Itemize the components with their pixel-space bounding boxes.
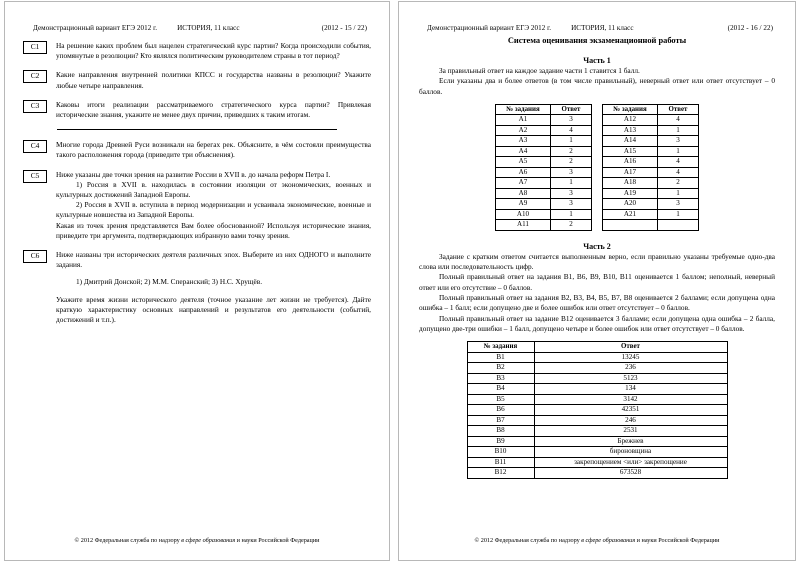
table-row	[496, 115, 592, 126]
task-paragraph: Ниже указаны две точки зрения на развитие России в XVII в. до начала реформ Петра I.	[56, 169, 331, 179]
task-c6	[23, 250, 371, 325]
header-subject: ИСТОРИЯ, 11 класс	[571, 24, 634, 32]
task-c2	[23, 70, 371, 90]
cell-task-number: В9	[467, 436, 534, 447]
header-page-number: (2012 - 16 / 22)	[727, 24, 773, 32]
table-header-row	[496, 104, 592, 115]
table-row	[496, 157, 592, 168]
cell-task-number: А16	[603, 157, 658, 168]
cell-answer: 1	[658, 125, 699, 136]
table-header-row	[603, 104, 699, 115]
page-footer-right	[417, 537, 777, 544]
footer-prefix: © 2012 Федеральная служба по надзору	[474, 537, 582, 544]
page-left	[4, 1, 390, 561]
part1-paragraph: За правильный ответ на каждое задание части 1 ставится 1 балл.	[439, 66, 640, 75]
page-title: Система оценивания экзаменационной работы	[507, 36, 687, 45]
answer-table-b	[467, 341, 728, 479]
cell-task-number: А10	[496, 209, 551, 220]
part2-paragraph: Полный правильный ответ на задания В1, В6, В9, В10, В11 оценивается 1 баллом; неполный, неверный ответ или его отсутствие – 0 баллов.	[419, 272, 775, 292]
cell-answer: 134	[534, 384, 727, 395]
cell-answer: 4	[551, 125, 592, 136]
task-paragraph: 2) Россия в XVII в. вступила в период модернизации и усваивала экономические, военные и культурные новшества из Западной Европы.	[56, 200, 371, 220]
table-row	[603, 136, 699, 147]
task-code-label: C3	[23, 100, 47, 113]
task-code-label: C1	[23, 41, 47, 54]
table-row	[467, 352, 727, 363]
cell-answer: 1	[658, 209, 699, 220]
header-subject: ИСТОРИЯ, 11 класс	[177, 24, 240, 32]
cell-task-number: А4	[496, 146, 551, 157]
part2-heading: Часть 2	[583, 241, 611, 251]
table-row	[467, 405, 727, 416]
cell-task-number: А15	[603, 146, 658, 157]
cell-task-number: А2	[496, 125, 551, 136]
cell-task-number: В7	[467, 415, 534, 426]
cell-answer: 2531	[534, 426, 727, 437]
task-paragraph: Ниже названы три исторических деятеля различных эпох. Выберите из них ОДНОГО и выполните задания.	[56, 250, 371, 270]
table-row	[603, 125, 699, 136]
part1-answer-tables	[417, 104, 777, 231]
answer-table-a-left-body	[496, 115, 592, 231]
cell-task-number: А3	[496, 136, 551, 147]
cell-task-number: А14	[603, 136, 658, 147]
part1-paragraph: Если указаны два и более ответов (в том числе правильный), неверный ответ или ответ отсутствует – 0 баллов.	[419, 76, 775, 96]
header-variant: Демонстрационный вариант ЕГЭ 2012 г.	[427, 24, 552, 32]
table-row	[603, 178, 699, 189]
table-row	[496, 136, 592, 147]
answer-table-a-left	[495, 104, 592, 231]
cell-task-number: А6	[496, 167, 551, 178]
cell-answer: 3	[658, 136, 699, 147]
cell-task-number: А13	[603, 125, 658, 136]
cell-task-number: А7	[496, 178, 551, 189]
table-row	[467, 468, 727, 479]
table-row	[603, 115, 699, 126]
task-text	[56, 41, 371, 61]
part2-paragraph: Полный правильный ответ на задание В12 оценивается 3 баллами; если допущена одна ошибка – 2 балла, допущено две-три ошибки – 1 балл, допущено четыре и более ошибок или ответ отсутствует – 0 баллов.	[419, 313, 775, 333]
page-header-right	[427, 24, 773, 32]
task-c5	[23, 170, 371, 241]
cell-answer: 2	[551, 220, 592, 231]
task-paragraph: На решение каких проблем был нацелен стратегический курс партии? Когда происходили события, упомянутые в резолюции? Кто являлся политическим руководителем страны в тот период?	[56, 41, 371, 61]
task-paragraph: Укажите время жизни исторического деятеля (точное указание лет жизни не требуется). Дайте краткую характеристику основных направлений и результатов его деятельности (событий, достижений и т.п.).	[56, 294, 371, 325]
table-row	[467, 394, 727, 405]
cell-answer: 1	[551, 209, 592, 220]
table-row	[467, 447, 727, 458]
task-paragraph: 1) Дмитрий Донской; 2) М.М. Сперанский; 3) Н.С. Хрущёв.	[76, 277, 263, 287]
cell-task-number: А8	[496, 188, 551, 199]
table-row	[603, 220, 699, 231]
cell-task-number: А5	[496, 157, 551, 168]
table-header-row	[467, 342, 727, 353]
answer-table-a-right	[602, 104, 699, 231]
column-header-answer: Ответ	[658, 104, 699, 115]
cell-task-number: В8	[467, 426, 534, 437]
table-row	[496, 125, 592, 136]
table-row	[496, 220, 592, 231]
cell-task-number: В11	[467, 457, 534, 468]
column-header-number: № задания	[603, 104, 658, 115]
cell-answer: бироновщина	[534, 447, 727, 458]
cell-task-number: А20	[603, 199, 658, 210]
table-row	[496, 146, 592, 157]
table-row	[496, 178, 592, 189]
task-c3	[23, 100, 371, 120]
header-page-number: (2012 - 15 / 22)	[321, 24, 367, 32]
table-row	[496, 199, 592, 210]
table-row	[467, 363, 727, 374]
table-row	[496, 209, 592, 220]
cell-task-number: В10	[467, 447, 534, 458]
part2-paragraph: Задание с кратким ответом считается выполненным верно, если правильно указаны требуемые одно-два слова или последовательность цифр.	[419, 251, 775, 272]
cell-answer: 1	[551, 136, 592, 147]
cell-answer	[658, 220, 699, 231]
table-row	[603, 167, 699, 178]
cell-task-number: А9	[496, 199, 551, 210]
column-header-answer: Ответ	[551, 104, 592, 115]
page-header-left	[33, 24, 367, 32]
column-header-number: № задания	[467, 342, 534, 353]
cell-answer: 3	[658, 199, 699, 210]
answer-table-a-right-body	[603, 115, 699, 231]
table-row	[467, 457, 727, 468]
cell-task-number: А18	[603, 178, 658, 189]
cell-answer: 1	[658, 188, 699, 199]
task-c1	[23, 41, 371, 61]
table-row	[467, 436, 727, 447]
table-row	[603, 209, 699, 220]
table-row	[467, 426, 727, 437]
cell-task-number: А11	[496, 220, 551, 231]
task-text	[56, 70, 371, 90]
cell-task-number: А21	[603, 209, 658, 220]
footer-italic: в сфере образования	[581, 537, 636, 544]
cell-answer: 3	[551, 115, 592, 126]
cell-answer: 4	[658, 157, 699, 168]
cell-answer: 3	[551, 167, 592, 178]
table-row	[467, 373, 727, 384]
task-text	[56, 100, 371, 120]
cell-task-number	[603, 220, 658, 231]
column-header-answer: Ответ	[534, 342, 727, 353]
part1-heading: Часть 1	[583, 56, 611, 65]
cell-task-number: В12	[467, 468, 534, 479]
table-row	[603, 157, 699, 168]
part2-paragraph: Полный правильный ответ на задания В2, В3, В4, В5, В7, В8 оценивается 2 баллами; если допущена одна ошибка – 1 балл; если допущено две и более ошибок или ответ отсутствует – 0 баллов.	[419, 293, 775, 313]
cell-answer: 673528	[534, 468, 727, 479]
cell-answer: 2	[658, 178, 699, 189]
cell-answer: 2	[551, 146, 592, 157]
task-code-label: C2	[23, 70, 47, 83]
cell-answer: 4	[658, 167, 699, 178]
cell-answer: 4	[658, 115, 699, 126]
footer-suffix: и науки Российской Федерации	[635, 537, 720, 544]
cell-task-number: В2	[467, 363, 534, 374]
cell-task-number: А12	[603, 115, 658, 126]
cell-task-number: В1	[467, 352, 534, 363]
task-text	[56, 170, 371, 241]
table-row	[496, 167, 592, 178]
cell-task-number: В6	[467, 405, 534, 416]
page-right	[398, 1, 796, 561]
table-row	[467, 384, 727, 395]
cell-answer: 1	[551, 178, 592, 189]
task-code-label: C5	[23, 170, 47, 183]
cell-answer: 5123	[534, 373, 727, 384]
cell-answer: 3	[551, 199, 592, 210]
cell-answer: закрепощением <или> закрепощение	[534, 457, 727, 468]
page-footer-left	[23, 537, 371, 544]
task-code-label: C6	[23, 250, 47, 263]
cell-task-number: А17	[603, 167, 658, 178]
header-variant: Демонстрационный вариант ЕГЭ 2012 г.	[33, 24, 158, 32]
cell-task-number: В3	[467, 373, 534, 384]
task-paragraph: Какая из точек зрения представляется Вам более обоснованной? Используя исторические знания, приведите три аргумента, подтверждающих избранную вами точку зрения.	[56, 220, 371, 240]
cell-task-number: В4	[467, 384, 534, 395]
task-text	[56, 140, 371, 160]
task-paragraph: Каковы итоги реализации рассматриваемого стратегического курса партии? Привлекая исторические знания, укажите не менее двух причин, приведших к таким итогам.	[56, 99, 371, 120]
section-divider	[57, 129, 337, 130]
cell-answer: 1	[658, 146, 699, 157]
cell-answer: 3142	[534, 394, 727, 405]
task-paragraph: Многие города Древней Руси возникали на берегах рек. Объясните, в чём состояли преимущества такого расположения города (приведите три объяснения).	[56, 140, 371, 160]
table-row	[603, 199, 699, 210]
cell-answer: 13245	[534, 352, 727, 363]
table-row	[603, 188, 699, 199]
answer-table-b-body	[467, 352, 727, 478]
task-code-label: C4	[23, 140, 47, 153]
table-row	[496, 188, 592, 199]
footer-suffix: и науки Российской Федерации	[235, 537, 320, 544]
cell-answer: 2	[551, 157, 592, 168]
footer-prefix: © 2012 Федеральная служба по надзору	[74, 537, 182, 544]
task-list	[23, 41, 371, 325]
table-row	[603, 146, 699, 157]
cell-answer: 236	[534, 363, 727, 374]
cell-answer: 246	[534, 415, 727, 426]
cell-task-number: А1	[496, 115, 551, 126]
cell-answer: 42351	[534, 405, 727, 416]
cell-task-number: А19	[603, 188, 658, 199]
task-paragraph: 1) Россия в XVII в. находилась в состоянии изоляции от экономических, военных и культурных достижений Западной Европы.	[56, 179, 371, 200]
cell-task-number: В5	[467, 394, 534, 405]
cell-answer: 3	[551, 188, 592, 199]
task-paragraph: Какие направления внутренней политики КПСС и государства названы в резолюции? Укажите любые четыре направления.	[56, 70, 371, 90]
cell-answer: Брежнев	[534, 436, 727, 447]
footer-italic: в сфере образования	[181, 537, 236, 544]
task-text	[56, 250, 371, 325]
column-header-number: № задания	[496, 104, 551, 115]
task-c4	[23, 140, 371, 160]
table-row	[467, 415, 727, 426]
